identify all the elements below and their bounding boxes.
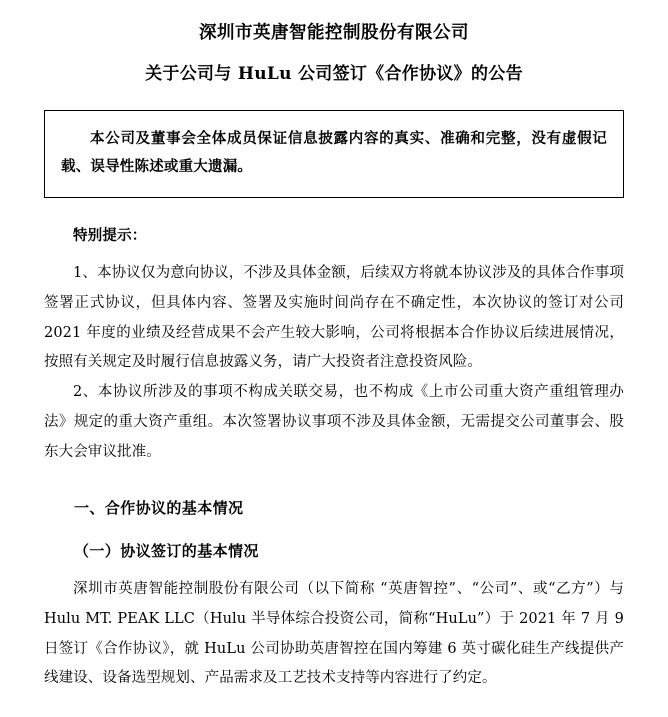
special-tips-heading: 特别提示： <box>73 227 147 245</box>
announcement-subtitle: 关于公司与 HuLu 公司签订《合作协议》的公告 <box>145 64 523 85</box>
page-title: 深圳市英唐智能控制股份有限公司 <box>199 23 469 43</box>
tip-paragraph-2: 2、本协议所涉及的事项不构成关联交易，也不构成《上市公司重大资产重组管理办法》规定的重大资产重组。本次签署协议事项不涉及具体金额，无需提交公司董事会、股东大会审议批准。 <box>44 384 624 460</box>
disclaimer-box <box>44 110 624 199</box>
body-paragraph-1: 深圳市英唐智能控制股份有限公司（以下简称 “英唐智控”、“公司”、或“乙方”）与 Hulu MT. PEAK LLC（Hulu 半导体综合投资公司，简称“HuLu”）于 2021 年 7 月 9 日签订《合作协议》，就 HuLu 公司协助英唐智控在国内筹建 6 英寸碳化硅生产线提供产线建设、设备选型规划、产品需求及工艺技术支持等内容进行了约定。 <box>44 581 624 687</box>
subsection-body <box>44 575 624 694</box>
disclaimer-text: 本公司及董事会全体成员保证信息披露内容的真实、准确和完整，没有虚假记载、误导性陈述或重大遗漏。 <box>61 129 607 176</box>
subsection-heading-one-one: （一）协议签订的基本情况 <box>74 542 259 561</box>
section-heading-one: 一、合作协议的基本情况 <box>74 499 244 518</box>
special-tips-body <box>44 259 624 467</box>
tip-paragraph-1: 1、本协议仅为意向协议，不涉及具体金额，后续双方将就本协议涉及的具体合作事项签署正式协议，但具体内容、签署及实施时间尚存在不确定性，本次协议的签订对公司 2021 年度的业绩及经营成果不会产生较大影响，公司将根据本合作协议后续进展情况，按照有关规定及时履行信息披露义务，请广大投资者注意投资风险。 <box>44 265 624 371</box>
